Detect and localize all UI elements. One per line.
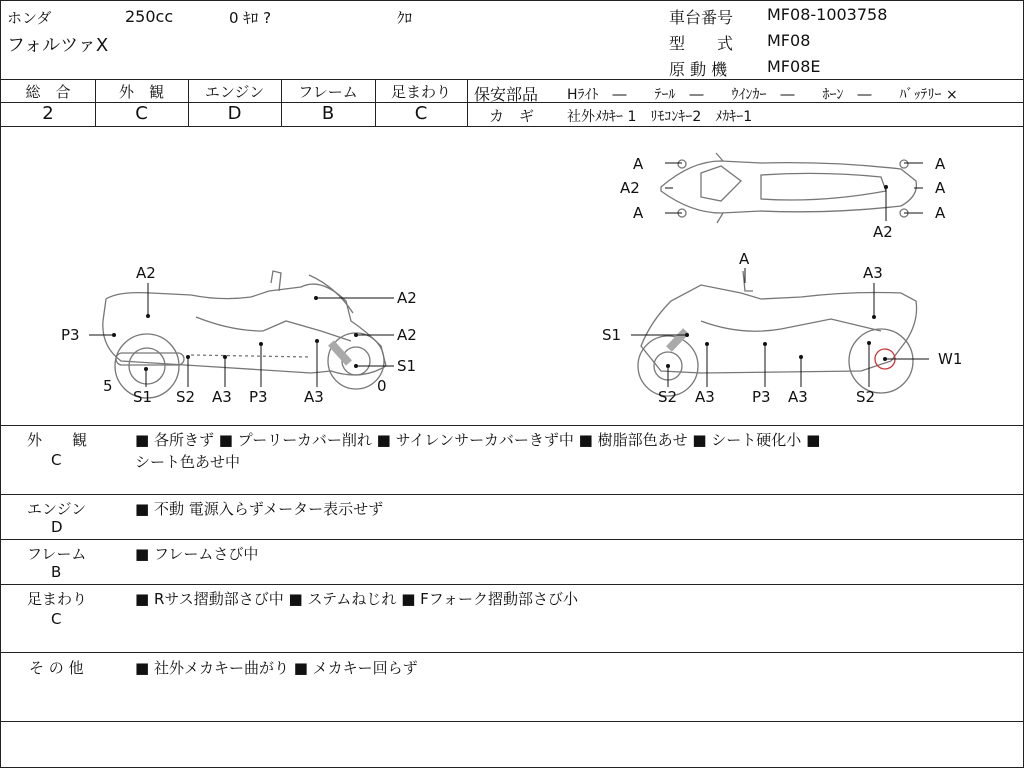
divider — [1, 494, 1023, 495]
grade-total-label: 総 合 — [25, 83, 71, 101]
diagram-label: P3 — [249, 388, 268, 406]
remark-frame-text: ■ フレームさび中 — [135, 545, 259, 563]
diagram-label: A — [739, 250, 750, 268]
remark-engine-text: ■ 不動 電源入らずメーター表示せず — [135, 500, 384, 518]
remark-engine-label: エンジン — [27, 500, 87, 518]
diagram-label: P3 — [752, 388, 771, 406]
diagram-label: A — [935, 155, 946, 173]
grade-exterior-value: C — [135, 103, 148, 124]
grade-engine-label: エンジン — [204, 83, 265, 101]
model-name: フォルツァX — [7, 35, 109, 56]
key-label: カ ギ — [489, 107, 535, 125]
divider — [1, 721, 1023, 722]
engine-type-label: 原 動 機 — [669, 60, 728, 79]
divider — [1, 539, 1023, 540]
scooter-right-side-drawing — [638, 271, 917, 396]
remark-frame-label: フレーム — [27, 545, 87, 563]
diagram-label: S1 — [397, 357, 417, 375]
grade-engine-value: D — [227, 103, 242, 124]
remark-suspension-text: ■ Rサス摺動部さび中 ■ ステムねじれ ■ Fフォーク摺動部さび小 — [135, 590, 579, 608]
diagram-label: A3 — [304, 388, 324, 406]
grade-frame-label: フレーム — [298, 83, 358, 101]
diagram-label: A3 — [695, 388, 715, 406]
security-parts-items: Hﾗｲﾄ ― ﾃｰﾙ ― ｳｲﾝｶｰ ― ﾎｰﾝ ― ﾊﾞｯﾃﾘｰ × — [567, 87, 958, 103]
color: ｸﾛ — [397, 9, 413, 27]
frame-number-value: MF08-1003758 — [767, 5, 888, 24]
diagram-label: A3 — [212, 388, 232, 406]
grade-exterior-label: 外 観 — [118, 83, 164, 101]
model-type-label: 型 式 — [669, 34, 734, 53]
diagram-label: 5 — [103, 377, 113, 395]
divider — [1, 425, 1023, 426]
diagram-label: S1 — [602, 326, 622, 344]
leader-dots — [112, 185, 888, 371]
scooter-top-view-drawing — [661, 153, 916, 223]
diagram-label: 0 — [377, 377, 387, 395]
grade-suspension-label: 足まわり — [390, 83, 451, 101]
model-type-value: MF08 — [767, 31, 811, 50]
diagram-label: A — [633, 155, 644, 173]
grade-frame-value: B — [321, 103, 335, 124]
remark-exterior-text-2: シート色あせ中 — [135, 453, 241, 471]
diagram-label: A2 — [136, 264, 156, 282]
diagram-label: A2 — [397, 289, 417, 307]
diagram-label: A — [935, 179, 946, 197]
key-info: 社外ﾒｶｷｰ 1 ﾘﾓｺﾝｷｰ2 ﾒｶｷｰ1 — [567, 109, 753, 125]
diagram-label: S2 — [856, 388, 876, 406]
engine-type-value: MF08E — [767, 57, 821, 76]
remark-engine-grade: D — [51, 518, 63, 536]
grade-suspension-value: C — [414, 103, 428, 124]
diagram-label: A2 — [620, 179, 640, 197]
diagram-label: A — [633, 204, 644, 222]
remark-exterior-text: ■ 各所きず ■ プーリーカバー削れ ■ サイレンサーカバーきず中 ■ 樹脂部色あせ ■ シート硬化小 ■ — [135, 431, 821, 449]
divider — [1, 584, 1023, 585]
frame-number-label: 車台番号 — [669, 8, 734, 27]
diagram-label: S2 — [658, 388, 678, 406]
diagram-label: A2 — [873, 223, 893, 241]
diagram-label: A3 — [788, 388, 808, 406]
divider — [1, 652, 1023, 653]
remark-suspension-grade: C — [51, 610, 62, 628]
diagram-label: W1 — [938, 350, 963, 368]
security-parts-label: 保安部品 — [474, 85, 539, 104]
remark-exterior-label: 外 観 — [27, 431, 88, 449]
leader-lines — [89, 163, 929, 387]
diagram-label: S1 — [133, 388, 153, 406]
maker: ホンダ — [7, 9, 52, 27]
grade-total-value: 2 — [42, 103, 54, 124]
remark-other-text: ■ 社外メカキー曲がり ■ メカキー回らず — [135, 659, 418, 677]
damage-diagram — [1, 127, 1023, 425]
remark-frame-grade: B — [51, 563, 62, 581]
divider — [1, 79, 1023, 80]
mileage: 0 ｷﾛ ? — [229, 9, 272, 27]
remark-exterior-grade: C — [51, 451, 62, 469]
diagram-label: P3 — [61, 326, 80, 344]
diagram-label: A — [935, 204, 946, 222]
diagram-label: A3 — [863, 264, 883, 282]
remark-suspension-label: 足まわり — [27, 590, 88, 608]
diagram-label: A2 — [397, 326, 417, 344]
remark-other-label: そ の 他 — [29, 659, 84, 677]
diagram-label: S2 — [176, 388, 196, 406]
displacement: 250cc — [125, 7, 174, 26]
scooter-left-side-drawing — [103, 271, 386, 398]
